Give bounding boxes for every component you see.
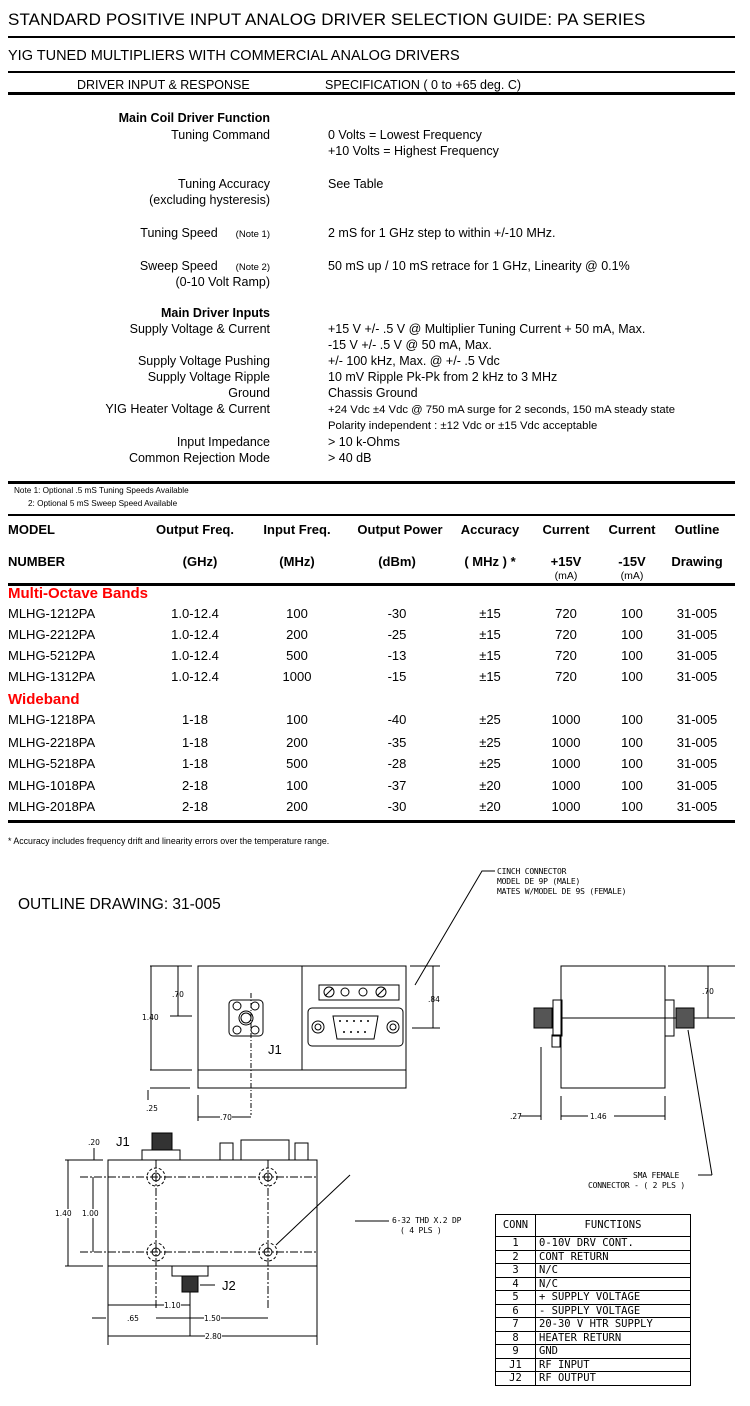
th-mhz: (MHz): [279, 554, 315, 569]
conn-function: + SUPPLY VOLTAGE: [536, 1291, 691, 1305]
cell-output-freq: 1.0-12.4: [171, 648, 219, 663]
cell-current-neg: 100: [621, 799, 643, 814]
sweep-speed-text: Sweep Speed: [139, 259, 218, 273]
conn-function: - SUPPLY VOLTAGE: [536, 1304, 691, 1318]
connector-row: [496, 1318, 691, 1332]
th-output-freq: Output Freq.: [156, 522, 234, 537]
conn-id: 2: [496, 1250, 536, 1264]
tuning-speed-value: 2 mS for 1 GHz step to within +/-10 MHz.: [328, 226, 556, 240]
top-view-body: [108, 1160, 317, 1266]
connector-row: [496, 1358, 691, 1372]
connector-function-table: [495, 1214, 691, 1386]
cell-input-freq: 200: [286, 627, 308, 642]
conn-function: N/C: [536, 1277, 691, 1291]
th-current-pos: Current: [542, 522, 590, 537]
th-dbm: (dBm): [378, 554, 416, 569]
conn-function: HEATER RETURN: [536, 1331, 691, 1345]
db9-top: [241, 1140, 289, 1160]
th-minus15v: -15V: [618, 554, 646, 569]
th-conn: CONN: [496, 1215, 536, 1237]
conn-id: 3: [496, 1264, 536, 1278]
dim-front-j1: .70: [220, 1113, 232, 1122]
cell-model: MLHG-2018PA: [8, 799, 96, 814]
cell-outline: 31-005: [676, 712, 718, 727]
cell-current-pos: 1000: [551, 799, 581, 814]
heater-value-1: +24 Vdc ±4 Vdc @ 750 mA surge for 2 seconds, 150 mA steady state: [328, 404, 676, 416]
conn-function: 20-30 V HTR SUPPLY: [536, 1318, 691, 1332]
cell-current-neg: 100: [621, 735, 643, 750]
sweep-speed-note: (Note 2): [235, 262, 270, 273]
th-model: MODEL: [8, 522, 55, 537]
cell-input-freq: 200: [286, 799, 308, 814]
connector-row: [496, 1291, 691, 1305]
cell-current-neg: 100: [621, 712, 643, 727]
cell-accuracy: ±15: [479, 627, 501, 642]
cell-accuracy: ±15: [479, 669, 501, 684]
cell-current-pos: 720: [555, 627, 577, 642]
dim-top-holes: 1.00: [82, 1209, 99, 1218]
note-1: Note 1: Optional .5 mS Tuning Speeds Available: [14, 486, 189, 495]
connector-row: [496, 1372, 691, 1386]
dim-bottom-holes: 1.50: [204, 1314, 221, 1323]
cell-current-pos: 1000: [551, 735, 581, 750]
dim-side-conn: .27: [510, 1112, 522, 1121]
conn-function: CONT RETURN: [536, 1250, 691, 1264]
pushing-value: +/- 100 kHz, Max. @ +/- .5 Vdc: [328, 354, 500, 368]
conn-id: J2: [496, 1372, 536, 1386]
connector-row: [496, 1345, 691, 1359]
sma-leader-line: [688, 1030, 712, 1175]
cell-outline: 31-005: [676, 799, 718, 814]
connector-row: [496, 1277, 691, 1291]
tuning-accuracy-sublabel: (excluding hysteresis): [149, 193, 270, 207]
cell-output-power: -30: [387, 606, 407, 621]
cell-outline: 31-005: [676, 648, 718, 663]
cell-output-power: -35: [387, 735, 407, 750]
cell-input-freq: 200: [286, 735, 308, 750]
spec-column-header-right: SPECIFICATION ( 0 to +65 deg. C): [325, 78, 522, 92]
side-view-body: [561, 966, 665, 1088]
connector-row: [496, 1237, 691, 1251]
conn-function: N/C: [536, 1264, 691, 1278]
ripple-value: 10 mV Ripple Pk-Pk from 2 kHz to 3 MHz: [328, 370, 558, 384]
page-subtitle: YIG TUNED MULTIPLIERS WITH COMMERCIAL ANALOG DRIVERS: [8, 48, 460, 64]
connector-row: [496, 1264, 691, 1278]
cinch-label-1: CINCH CONNECTOR: [497, 867, 567, 876]
tuning-speed-text: Tuning Speed: [140, 226, 218, 240]
impedance-label: Input Impedance: [176, 435, 270, 449]
cmr-label: Common Rejection Mode: [128, 451, 270, 465]
dim-side-height: .70: [702, 987, 714, 996]
cell-input-freq: 500: [286, 756, 308, 771]
cell-model: MLHG-1212PA: [8, 606, 96, 621]
cell-current-neg: 100: [621, 778, 643, 793]
conn-id: 5: [496, 1291, 536, 1305]
cell-outline: 31-005: [676, 735, 718, 750]
section-wideband: Wideband: [8, 691, 80, 708]
ripple-label: Supply Voltage Ripple: [147, 370, 270, 384]
thread-label-2: ( 4 PLS ): [400, 1226, 442, 1235]
cell-output-freq: 1-18: [181, 712, 209, 727]
th-functions: FUNCTIONS: [536, 1215, 691, 1237]
heater-label: YIG Heater Voltage & Current: [105, 402, 270, 416]
j2-label: J2: [222, 1278, 236, 1293]
supply-vc-value-2: -15 V +/- .5 V @ 50 mA, Max.: [328, 338, 492, 352]
cinch-label-2: MODEL DE 9P (MALE): [497, 877, 581, 886]
cell-outline: 31-005: [676, 606, 718, 621]
cell-output-power: -37: [387, 778, 407, 793]
dim-top-height: 1.40: [55, 1209, 72, 1218]
cinch-leader-line: [415, 871, 495, 985]
cell-accuracy: ±25: [479, 756, 501, 771]
th-plus15v: +15V: [550, 554, 582, 569]
cell-current-neg: 100: [621, 648, 643, 663]
cell-model: MLHG-1018PA: [8, 778, 96, 793]
connector-row: [496, 1304, 691, 1318]
cell-output-power: -28: [387, 756, 407, 771]
main-inputs-heading: Main Driver Inputs: [160, 306, 270, 320]
j2-connector: [182, 1276, 198, 1292]
j1-top-connector: [152, 1133, 172, 1150]
cell-current-neg: 100: [621, 756, 643, 771]
cell-model: MLHG-1218PA: [8, 712, 96, 727]
cell-input-freq: 100: [286, 606, 308, 621]
th-ma-neg: (mA): [620, 570, 644, 582]
tuning-accuracy-value: See Table: [328, 177, 384, 191]
spec-column-header-left: DRIVER INPUT & RESPONSE: [77, 78, 250, 92]
cell-current-pos: 720: [555, 606, 577, 621]
th-input-freq: Input Freq.: [263, 522, 331, 537]
table-bottom-divider: [8, 820, 735, 823]
conn-id: 7: [496, 1318, 536, 1332]
dim-front-conn: .84: [428, 995, 440, 1004]
j1-top-flange: [142, 1150, 180, 1160]
tuning-accuracy-label: Tuning Accuracy: [178, 177, 270, 191]
th-ma-pos: (mA): [554, 570, 578, 582]
title-divider: [8, 36, 735, 38]
cell-model: MLHG-5218PA: [8, 756, 96, 771]
conn-function: 0-10V DRV CONT.: [536, 1237, 691, 1251]
impedance-value: > 10 k-Ohms: [328, 435, 400, 449]
th-ghz: (GHz): [182, 554, 218, 569]
tuning-speed-label: [140, 225, 270, 243]
dim-front-height: 1.40: [142, 1013, 159, 1022]
spec-header-divider: [8, 92, 735, 95]
cell-input-freq: 100: [286, 778, 308, 793]
cinch-label-3: MATES W/MODEL DE 9S (FEMALE): [497, 887, 627, 896]
cell-current-neg: 100: [621, 669, 643, 684]
tuning-command-value-2: +10 Volts = Highest Frequency: [328, 144, 499, 158]
ground-value: Chassis Ground: [328, 386, 418, 400]
j1-front-label: J1: [268, 1042, 282, 1057]
cell-output-power: -30: [387, 799, 407, 814]
conn-function: GND: [536, 1345, 691, 1359]
cell-output-power: -25: [387, 627, 407, 642]
cell-output-freq: 1.0-12.4: [171, 669, 219, 684]
cell-accuracy: ±20: [479, 799, 501, 814]
j2-flange: [172, 1266, 208, 1276]
cell-output-freq: 1-18: [181, 756, 209, 771]
thread-leader-line: [276, 1175, 350, 1245]
j1-front-connector: [229, 1000, 263, 1036]
table-top-divider: [8, 514, 735, 516]
spec-bottom-divider: [8, 481, 735, 484]
conn-id: 8: [496, 1331, 536, 1345]
sma-label-2: CONNECTOR - ( 2 PLS ): [588, 1181, 685, 1190]
dim-bottom-total: 2.80: [205, 1332, 222, 1341]
mounting-holes: [147, 1168, 277, 1261]
th-accuracy-unit: ( MHz ) *: [464, 554, 516, 569]
sweep-speed-sublabel: (0-10 Volt Ramp): [175, 275, 270, 289]
cell-output-freq: 1-18: [181, 735, 209, 750]
conn-id: 6: [496, 1304, 536, 1318]
cell-output-power: -13: [387, 648, 407, 663]
main-coil-heading: Main Coil Driver Function: [118, 111, 270, 125]
cell-output-power: -40: [387, 712, 407, 727]
dim-bottom-left: .65: [127, 1314, 139, 1323]
th-number: NUMBER: [8, 554, 66, 569]
sweep-speed-value: 50 mS up / 10 mS retrace for 1 GHz, Linearity @ 0.1%: [328, 259, 630, 273]
cell-current-neg: 100: [621, 627, 643, 642]
cell-accuracy: ±15: [479, 606, 501, 621]
th-output-power: Output Power: [357, 522, 443, 537]
subtitle-divider: [8, 71, 735, 73]
ground-label: Ground: [228, 386, 270, 400]
th-accuracy: Accuracy: [460, 522, 520, 537]
cell-outline: 31-005: [676, 627, 718, 642]
conn-id: 1: [496, 1237, 536, 1251]
cell-input-freq: 100: [286, 712, 308, 727]
cell-current-pos: 1000: [551, 712, 581, 727]
cell-current-pos: 720: [555, 648, 577, 663]
page-title: STANDARD POSITIVE INPUT ANALOG DRIVER SELECTION GUIDE: PA SERIES: [8, 10, 646, 29]
cmr-value: > 40 dB: [328, 451, 372, 465]
cell-current-pos: 720: [555, 669, 577, 684]
cell-output-freq: 1.0-12.4: [171, 606, 219, 621]
cell-current-neg: 100: [621, 606, 643, 621]
cell-output-power: -15: [387, 669, 407, 684]
conn-function: RF INPUT: [536, 1358, 691, 1372]
dim-bottom-j2: 1.10: [164, 1301, 181, 1310]
section-multi-octave: Multi-Octave Bands: [8, 585, 149, 602]
j1-top-label: J1: [116, 1134, 130, 1149]
cell-accuracy: ±25: [479, 735, 501, 750]
thread-label-1: 6-32 THD X.2 DP: [392, 1216, 462, 1225]
cell-outline: 31-005: [676, 756, 718, 771]
cell-model: MLHG-1312PA: [8, 669, 96, 684]
pushing-label: Supply Voltage Pushing: [137, 354, 270, 368]
conn-id: J1: [496, 1358, 536, 1372]
heater-value-2: Polarity independent : ±12 Vdc or ±15 Vdc acceptable: [328, 420, 598, 432]
accuracy-footnote: * Accuracy includes frequency drift and linearity errors over the temperature range.: [8, 836, 330, 846]
tuning-command-label: Tuning Command: [171, 128, 270, 142]
cell-outline: 31-005: [676, 778, 718, 793]
dim-side-width: 1.46: [590, 1112, 607, 1121]
sma-label-1: SMA FEMALE: [633, 1171, 680, 1180]
cell-model: MLHG-2212PA: [8, 627, 96, 642]
connector-row: [496, 1331, 691, 1345]
cell-accuracy: ±15: [479, 648, 501, 663]
th-drawing: Drawing: [671, 554, 723, 569]
conn-function: RF OUTPUT: [536, 1372, 691, 1386]
supply-vc-label: Supply Voltage & Current: [129, 322, 270, 336]
cell-accuracy: ±25: [479, 712, 501, 727]
tuning-command-value-1: 0 Volts = Lowest Frequency: [328, 128, 482, 142]
cell-output-freq: 2-18: [181, 778, 209, 793]
th-current-neg: Current: [608, 522, 656, 537]
cell-outline: 31-005: [676, 669, 718, 684]
cell-input-freq: 500: [286, 648, 308, 663]
cell-current-pos: 1000: [551, 756, 581, 771]
cell-model: MLHG-2218PA: [8, 735, 96, 750]
conn-id: 9: [496, 1345, 536, 1359]
th-outline: Outline: [674, 522, 720, 537]
dim-front-upper: .70: [172, 990, 184, 999]
dim-top-offset: .20: [88, 1138, 100, 1147]
cell-accuracy: ±20: [479, 778, 501, 793]
cell-input-freq: 1000: [282, 669, 312, 684]
sma-left-connector: [534, 1000, 562, 1047]
cell-output-freq: 2-18: [181, 799, 209, 814]
tuning-speed-note: (Note 1): [235, 229, 270, 240]
note-2: 2: Optional 5 mS Sweep Speed Available: [28, 499, 178, 508]
cell-output-freq: 1.0-12.4: [171, 627, 219, 642]
connector-row: [496, 1250, 691, 1264]
cell-model: MLHG-5212PA: [8, 648, 96, 663]
db9-connector: [308, 985, 403, 1046]
drawing-title: OUTLINE DRAWING: 31-005: [18, 896, 221, 913]
supply-vc-value-1: +15 V +/- .5 V @ Multiplier Tuning Current + 50 mA, Max.: [328, 322, 646, 336]
conn-id: 4: [496, 1277, 536, 1291]
cell-current-pos: 1000: [551, 778, 581, 793]
dim-front-base: .25: [146, 1104, 158, 1113]
